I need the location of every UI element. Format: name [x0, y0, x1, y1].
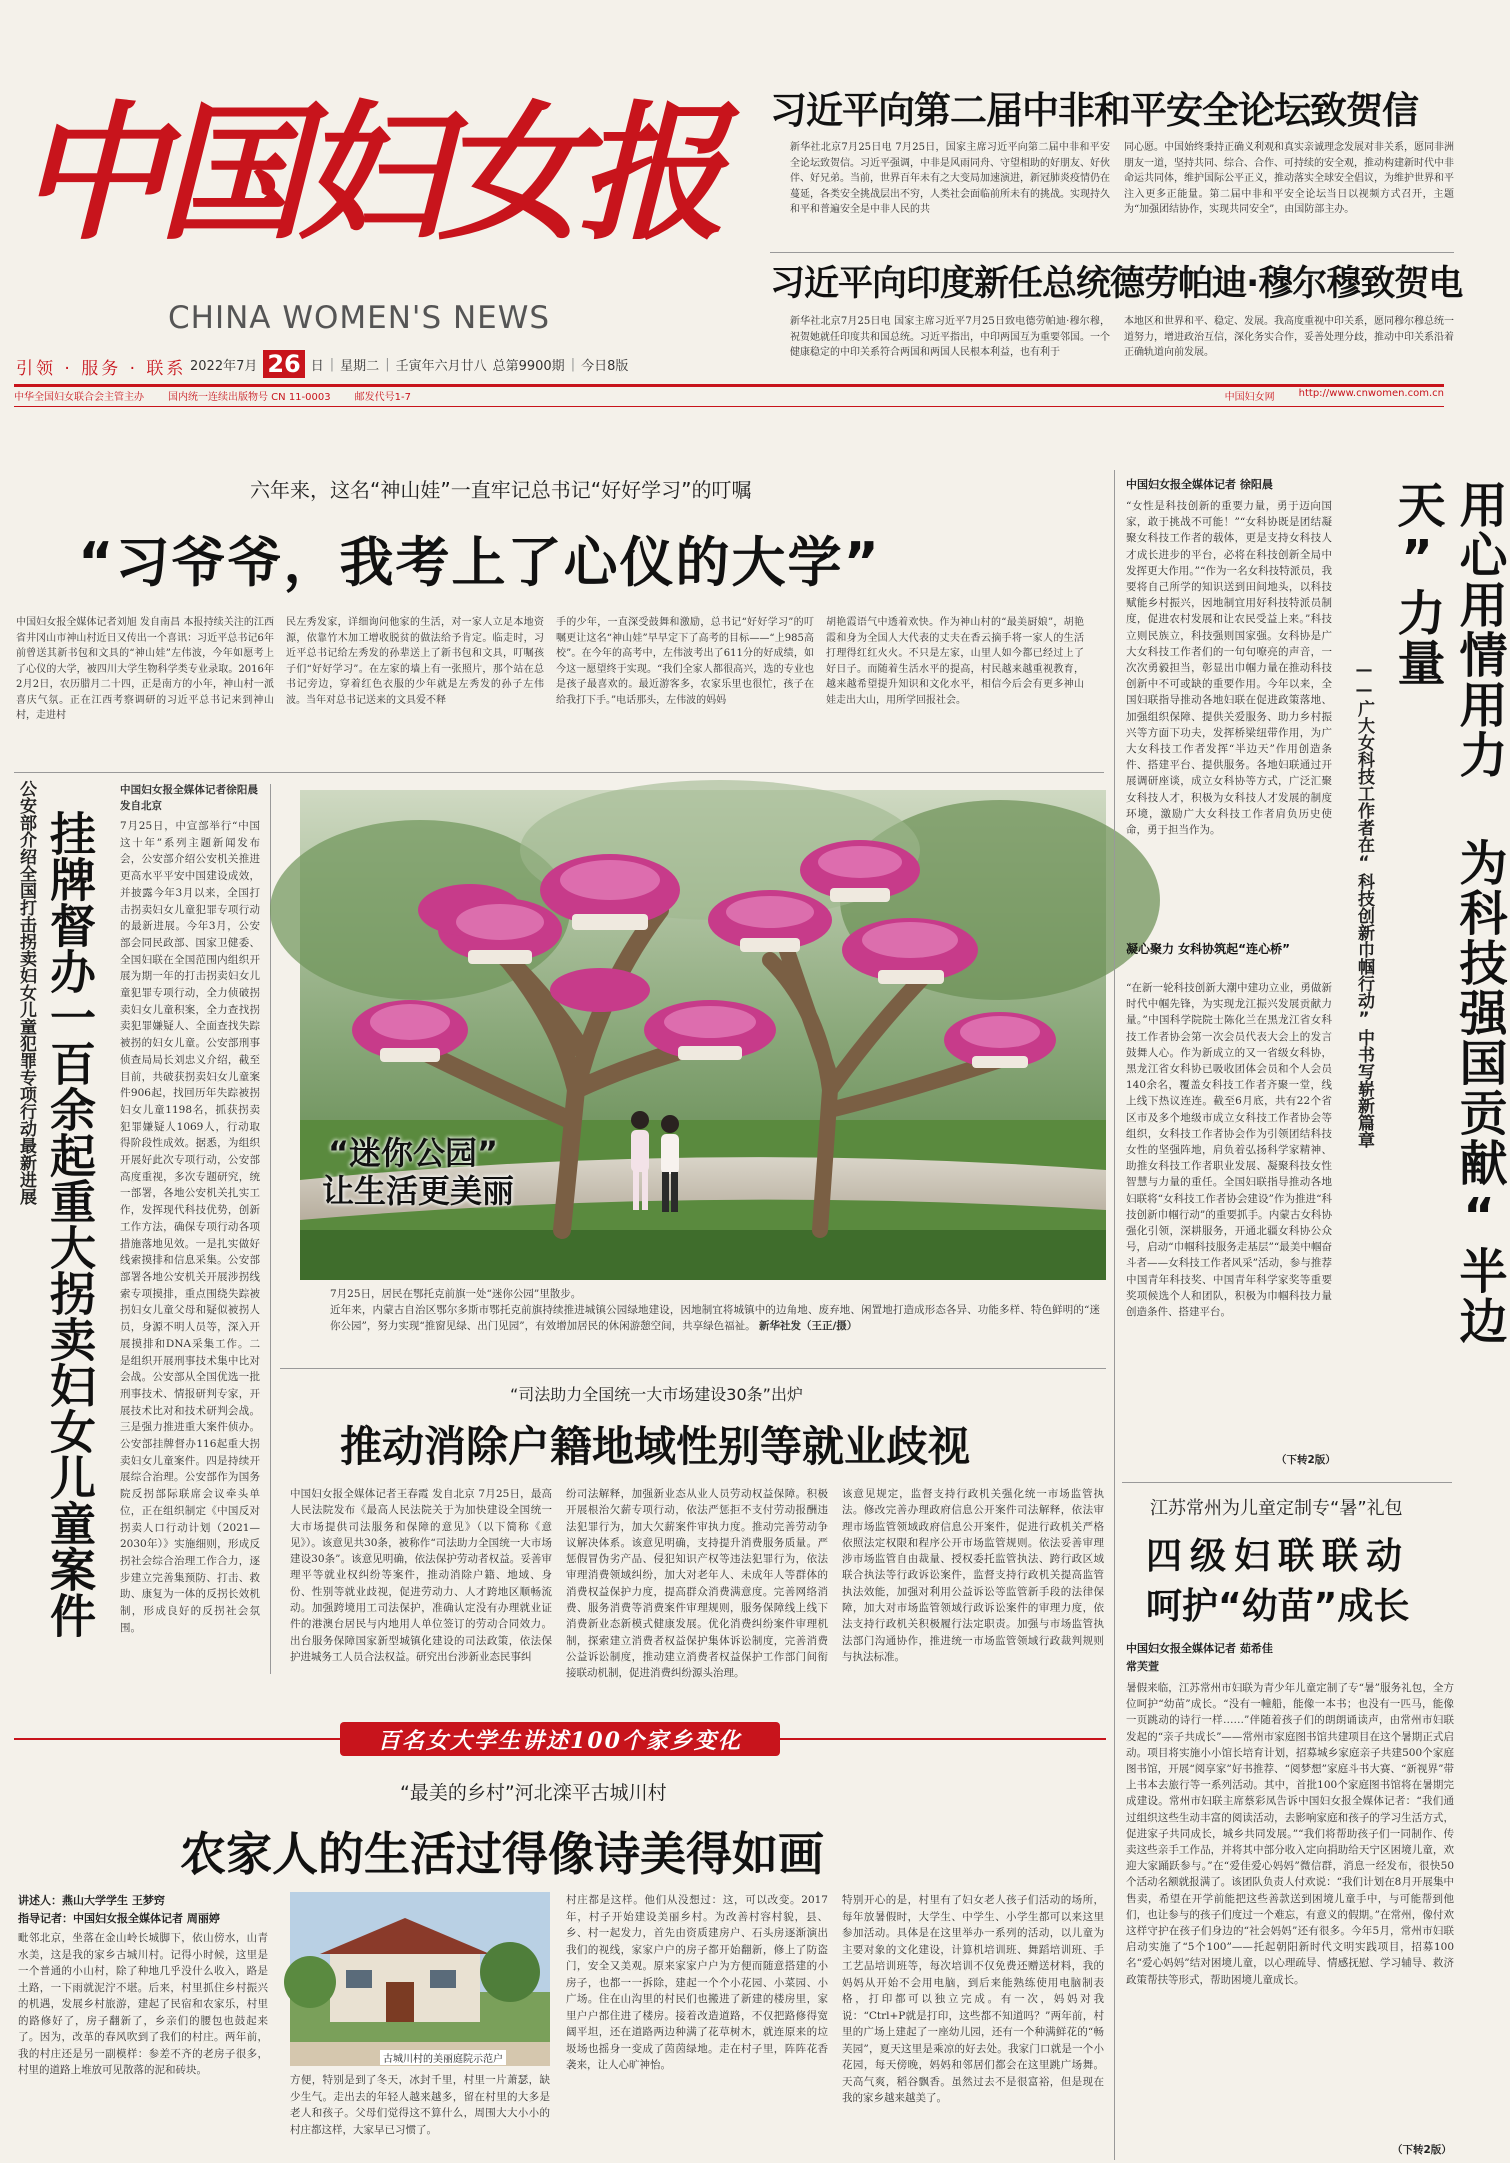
- date-prefix: 2022年7月: [190, 358, 258, 374]
- changzhou-byline-1: 中国妇女报全媒体记者 茹希佳: [1126, 1642, 1273, 1655]
- village-photo-caption: 古城川村的美丽庭院示范户: [380, 2050, 506, 2065]
- banner-rule-right: [780, 1738, 1106, 1740]
- masthead-divider: [14, 384, 1444, 387]
- changzhou-headline-2[interactable]: 呵护“幼苗”成长: [1146, 1586, 1410, 1627]
- changzhou-body: 暑假来临，江苏常州市妇联为青少年儿童定制了专“暑”服务礼包，全方位呵护“幼苗”成长。“没有一幢船，能像一本书；也没有一匹马，能像一页跳动的诗行一样……”伴随着孩子们的朗朗诵读声，由常州市妇联发起的“亲子共成长”——常州市家庭图书馆共建项目在这个暑期正式启动。项目将实施小小馆长培育计划，招募城乡家庭亲子共建500个家庭图书馆，开展“阅享家”好书推荐、“阅梦想”家庭斗书大赛、“新视界”带上书本去旅行等一系列活动。其中，首批100个家庭图书馆将在暑期完成建设。常州市妇联主席蔡彩凤告诉中国妇女报全媒体记者：“我们通过组织这些生动丰富的阅读活动，去影响家庭和孩子的学习生活方式，促进家子共同成长，城乡共同发展。”“我们将帮助孩子们一同制作、传卖这些亲手工作品，并将其中部分收入定向捐助给天宁区困境儿童，欢迎大家踊跃参与。”在“爱佳爱心妈妈”微信群，消息一经发布，很快50个活动名额就报满了。该团队负责人付欢说：“我们计划在8月开展集中售卖，希望在开学前能把这些善款送到困境儿童手中，与可能帮到他们，也让参与的孩子们度过一个难忘，有意义的假期。”在常州，像付欢这样守护在孩子们身边的“社会妈妈”还有很多。今年5月，常州市妇联启动实施了“5个100”——托起朝阳新时代文明实践项目，招募100名“爱心妈妈”结对困境儿童，以心理疏导、情感抚慰、学习辅导、救济政策帮扶等形式，帮助困境儿童成长。: [1126, 1682, 1454, 1986]
- masthead-title: 中国妇女报: [18, 86, 718, 260]
- left-article-headline[interactable]: 挂牌督办一百余起重大拐卖妇女儿童案件: [43, 810, 97, 1638]
- lead-col4: 胡艳霞语气中透着欢快。作为神山村的“最美厨娘”，胡艳霞和身为全国人大代表的丈夫在香云摘手将一家人的生活打理得红红火火。不只是左家，山里人如今都已经过上了好日子。而随着生活水平的提高，村民越来越重视教育，越来越希望提升知识和文化水平，相信今后会有更多神山娃走出大山，用所学回报社会。: [826, 617, 1084, 706]
- masthead-slogan: 引领 · 服务 · 联系: [16, 359, 187, 379]
- masthead-info-bar: [14, 388, 1444, 404]
- lead-col1: 中国妇女报全媒体记者刘旭 发自南昌 本报持续关注的江西省井冈山市神山村近日又传出一个喜讯：习近平总书记6年前曾送其新书包和文具的“神山娃”左伟波，今年如愿考上了心仪的大学，被四川大学生物科学类专业录取。2016年2月2日，农历腊月二十四，正是南方的小年，神山村一派喜庆气氛。正在江西考察调研的习近平总书记来到神山村，走进村: [16, 617, 274, 721]
- changzhou-kicker: 江苏常州为儿童定制专“暑”礼包: [1150, 1498, 1403, 1519]
- banner-rule-left: [14, 1738, 340, 1740]
- issue-number: 总第9900期: [492, 358, 565, 374]
- site-url[interactable]: http://www.cnwomen.com.cn: [1298, 388, 1444, 399]
- employment-col1: 中国妇女报全媒体记者王春霞 发自北京 7月25日，最高人民法院发布《最高人民法院关于为加快建设全国统一大市场提供司法服务和保障的意见》（以下简称《意见》）。该意见共30条，被称作“司法助力全国统一大市场建设30条”。该意见明确，依法保护劳动者权益。妥善审理平等就业权纠纷等案件，推动消除户籍、地域、身份、性别等就业歧视，促进劳动力、人才跨地区顺畅流动。加强跨境用工司法保护，准确认定没有办理就业证件的港澳台居民与内地用人单位签订的劳动合同效力。出台服务保障国家新型城镇化建设的司法政策，依法保护进城务工人员合法权益。研究出台涉新业态民事纠: [290, 1488, 552, 1663]
- village-col2: 方便，特别是到了冬天，冰封千里，村里一片萧瑟，缺少生气。走出去的年轻人越来越多，留在村里的大多是老人和孩子。父母们觉得这不算什么，周围大大小小的村庄都这样，大家早已习惯了。: [290, 2074, 550, 2136]
- village-narrator: 讲述人：燕山大学学生 王梦窍: [18, 1894, 165, 1907]
- top-news-2-col1: 新华社北京7月25日电 国家主席习近平7月25日致电德劳帕迪·穆尔穆，祝贺她就任印度共和国总统。习近平指出，中印两国互为重要邻国。一个健康稳定的中印关系符合两国和两国人民根本利益，也有利于: [790, 316, 1110, 358]
- masthead-english-title: CHINA WOMEN'S NEWS: [168, 300, 551, 336]
- date-day: 26: [263, 350, 304, 378]
- top-news-2-headline[interactable]: 习近平向印度新任总统德劳帕迪·穆尔穆致贺电: [770, 264, 1463, 304]
- village-col3: 村庄都是这样。他们从没想过：这，可以改变。2017年，村子开始建设美丽乡村。为改善村容村貌，县、乡、村一起发力，首先由资质建房户、石头房逐渐演出我们的视线，家家户户的房子都开始翻新，修上了防盗门，安全又美观。原来家家户户为方便而随意搭建的小房子，也都一一拆除，建起一个个小花园、小菜园、小广场。住在山沟里的村民们也搬进了新建的楼房里，家里户户都住进了楼房。接着改造道路，不仅把路修得宽阔平坦，还在道路两边种满了花草树木，就连原来的垃圾场也摇身一变成了茵茵绿地。走在村子里，阵阵花香袭来，让人心旷神怡。: [566, 1894, 828, 2071]
- lead-col2: 民左秀发家，详细询问他家的生活，对一家人立足本地资源，依靠竹木加工增收脱贫的做法给予肯定。临走时，习近平总书记给左秀发的孙辈送上了新书包和文具，叮嘱孩子们“好好学习”。在左家的墙上有一张照片，那个站在总书记旁边，穿着红色衣服的少年就是左秀发的孙子左伟波。当年对总书记送来的文具爱不释: [286, 617, 544, 706]
- village-col1: 毗邻北京，坐落在金山岭长城脚下，依山傍水，山青水美，这是我的家乡古城川村。记得小时候，这里是一个普通的小山村，除了种地几乎没什么收入，路是土路，一下雨就泥泞不堪。后来，村里抓住乡村振兴的机遇，发展乡村旅游，建起了民宿和农家乐，村里的路修好了，房子翻新了，乡亲们的腰包也鼓起来了。因为，改革的春风吹到了我们的村庄。两年前，我的村庄还是另一副模样：参差不齐的老房子很多，村里的道路上堆放可见散落的泥和砖块。: [18, 1932, 268, 2076]
- employment-headline[interactable]: 推动消除户籍地域性别等就业歧视: [340, 1422, 971, 1471]
- changzhou-byline-2: 常芙萱: [1126, 1660, 1159, 1673]
- site-label: 中国妇女网: [1224, 392, 1275, 403]
- science-subhead2: 凝心聚力 女科协筑起“连心桥”: [1126, 942, 1290, 956]
- science-subhead: ——广大女科技工作者在“科技创新巾帼行动”中书写崭新篇章: [1354, 660, 1374, 1148]
- page-count: 今日8版: [581, 358, 629, 374]
- science-headline[interactable]: 用心用情用力 为科技强国贡献“半边天”力量: [1389, 480, 1507, 1346]
- lunar-date: 壬寅年六月廿八: [395, 358, 487, 374]
- photo-overlay-line1: “迷你公园”: [328, 1134, 499, 1172]
- changzhou-headline-1[interactable]: 四级妇联联动: [1146, 1536, 1411, 1577]
- employment-top-rule: [280, 1368, 1106, 1369]
- employment-col3: 该意见规定，监督支持行政机关强化统一市场监管执法。修改完善办理政府信息公开案件司法解释，依法审理市场监管领域政府信息公开案件，促进行政机关严格依照法定权限和程序公开市场监管规则。依法妥善审理涉市场监管自由裁量、授权委托监管执法、跨行政区域联合执法等行政诉讼案件，监督支持行政机关提高监管执法效能，加强对利用公益诉讼等监管新手段的法律保障，加大对市场监管领域行政诉讼案件的审理力度，依法支持行政机关积极履行法定职责。加强与市场监管执法部门沟通协作，推进统一市场监管领域行政裁判规则与执法标准。: [842, 1488, 1104, 1663]
- left-article-subhead: 公安部介绍全国打击拐卖妇女儿童犯罪专项行动最新进展: [16, 780, 36, 1205]
- postal-code: 邮发代号1-7: [354, 392, 411, 403]
- top-news-1-col2: 同心愿。中国始终秉持正确义利观和真实亲诚理念发展对非关系，愿同非洲朋友一道，坚持共同、综合、合作、可持续的安全观，推动构建新时代中非命运共同体，维护国际公平正义，推动落实全球安全倡议，为维护世界和平注入更多正能量。第二届中非和平安全论坛当日以视频方式召开，主题为“加强团结协作，实现共同安全”，由国防部主办。: [1124, 142, 1454, 215]
- village-headline[interactable]: 农家人的生活过得像诗美得如画: [180, 1827, 824, 1881]
- photo-caption-date: 7月25日，居民在鄂托克前旗一处“迷你公园”里散步。: [330, 1288, 582, 1300]
- village-kicker: “最美的乡村”河北滦平古城川村: [400, 1782, 667, 1804]
- issue-info: 2022年7月 26 日 | 星期二 | 壬寅年六月廿八 总第9900期 | 今日8版: [190, 350, 629, 378]
- top-news-1-headline[interactable]: 习近平向第二届中非和平安全论坛致贺信: [770, 89, 1418, 132]
- banner-text: 百名女大学生讲述100个家乡变化: [378, 1727, 742, 1754]
- lead-headline[interactable]: “习爷爷，我考上了心仪的大学”: [78, 531, 881, 594]
- banner: [340, 1722, 780, 1756]
- village-editor: 指导记者：中国妇女报全媒体记者 周丽婷: [18, 1912, 220, 1925]
- science-body1: “女性是科技创新的重要力量，勇于迈向国家，敢于挑战不可能！”“女科协既是团结凝聚女科技工作者的载体，更是支持女科技人才成长进步的平台，必将在科技创新全局中发挥更大作用。”“作为一名女科技特派员，我要将自己所学的知识送到田间地头，以科技赋能乡村振兴，因地制宜用好科技特派员制度，促进农村发展和让农民受益上来。”科技立则民族立，科技强则国家强。女科协是广大女科技工作者们的一句句嘹亮的声音，一次次勇毅担当，彰显出巾帼力量在推动科技创新中不可或缺的重要作用。今年以来，全国妇联指导推动各地妇联在促进政策落地、加强组织保障、提供关爱服务、助力乡村振兴等方面下功夫，发挥桥梁纽带作用，为广大女科技工作者发挥“半边天”作用创造条件、搭建平台、提供服务。各地妇联通过开展调研座谈，成立女科协等方式，广泛汇聚女科技人才，积极为女科技人才发展的制度环境，激励广大女科技工作者肩负历史使命，勇于担当作为。: [1126, 500, 1332, 837]
- photo-caption-body: 近年来，内蒙古自治区鄂尔多斯市鄂托克前旗持续推进城镇公园绿地建设，因地制宜将城镇中的边角地、废弃地、闲置地打造成形态各异、功能多样、特色鲜明的“迷你公园”，努力实现“推窗见绿、出门见园”，有效增加居民的休闲游憩空间，共享绿色福祉。: [330, 1304, 1100, 1332]
- village-col4: 特别开心的是，村里有了妇女老人孩子们活动的场所，每年放暑假时，大学生、中学生、小学生都可以来这里参加活动。具体是在这里举办一系列的活动，以儿童为主要对象的文化建设，计算机培训班、舞蹈培训班、手工艺品培训班等，每次培训不仅免费还赠送材料，我的妈妈从开始不会用电脑，到后来能熟练使用电脑制表格，打印都可以独立完成。有一次，妈妈对我说：“Ctrl+P就是打印，这些都不知道吗？”两年前，村里的广场上建起了一座幼儿园，还有一个种满鲜花的“畅芙园”，夏天这里是乘凉的好去处。我家门口就是一个小花园，每天傍晚，妈妈和邻居们都会在这里跳广场舞。天高气爽，稻谷飘香。虽然过去不是很富裕，但是现在我的家乡越来越美了。: [842, 1894, 1104, 2104]
- village-photo: [290, 1892, 550, 2066]
- lead-bottom-rule: [14, 772, 1104, 773]
- lead-col3: 手的少年，一直深受鼓舞和激励，总书记“好好学习”的叮嘱更让这名“神山娃”早早定下了高考的目标——“上985高校”。在今年的高考中，左伟波考出了611分的好成绩，如今这一愿望终于实现。“我们全家人都很高兴，选的专业也是孩子最喜欢的。最近游客多，农家乐里也很忙，孩子在给我打下手。”电话那头，左伟波的妈妈: [556, 617, 814, 706]
- changzhou-top-rule: [1122, 1482, 1452, 1483]
- employment-kicker: “司法助力全国统一大市场建设30条”出炉: [510, 1385, 803, 1404]
- photo-overlay-title: [322, 1134, 514, 1210]
- left-article-byline: 中国妇女报全媒体记者徐阳晨 发自北京: [120, 784, 258, 812]
- lead-kicker: 六年来，这名“神山娃”一直牢记总书记“好好学习”的叮嘱: [250, 478, 752, 502]
- science-byline: 中国妇女报全媒体记者 徐阳晨: [1126, 478, 1273, 491]
- left-article-body: 7月25日，中宣部举行“中国这十年”系列主题新闻发布会，公安部介绍公安机关推进更高水平平安中国建设成效，并披露今年3月以来，全国打击拐卖妇女儿童犯罪专项行动的最新进展。今年3月，公安部会同民政部、国家卫健委、全国妇联在全国范围内组织开展为期一年的打击拐卖妇女儿童犯罪专项行动，全力侦破拐卖妇女儿童积案，全力查找拐卖犯罪嫌疑人、全面查找失踪被拐的妇女儿童。公安部刑事侦查局局长刘忠义介绍，截至目前，共破获拐卖妇女儿童案件906起，找回历年失踪被拐妇女儿童1198名，抓获拐卖犯罪嫌疑人1069人，行动取得阶段性成效。据悉，为组织开展好此次专项行动，公安部高度重视，多次专题研究，统一部署，各地公安机关扎实工作，发挥现代科技优势，创新工作方法，确保专项行动各项措施落地见效。一是扎实做好线索摸排和信息采集。公安部部署各地公安机关开展涉拐线索专项摸排，重点围绕失踪被拐妇女儿童父母和疑似被拐人员，身源不明人员等，深入开展摸排和DNA采集工作。二是组织开展刑事技术集中比对会战。公安部从全国优选一批刑事技术、情报研判专家，开展技术比对和技术研判会战。三是强力推进重大案件侦办。公安部挂牌督办116起重大拐卖妇女儿童案件。四是持续开展综合治理。公安部作为国务院反拐部际联席会议牵头单位，正在组织制定《中国反对拐卖人口行动计划（2021—2030年）》实施细则，形成反拐社会综合治理工作合力，逐步建立完善集预防、打击、救助、康复为一体的反拐长效机制，形成良好的反拐社会氛围。: [120, 820, 260, 1634]
- photo-credit: 新华社发（王正/摄）: [758, 1320, 858, 1332]
- changzhou-jump: （下转2版）: [1392, 2144, 1452, 2156]
- date-suffix: 日: [310, 358, 324, 374]
- science-body2: “在新一轮科技创新大潮中建功立业，勇做新时代中帼先锋，为实现龙江振兴发展贡献力量。”中国科学院院士陈化兰在黑龙江省女科技工作者协会第一次会员代表大会上的发言鼓舞人心。作为新成立的又一省级女科协，黑龙江省女科协已吸收团体会员和个人会员140余名，覆盖女科技工作者齐聚一堂，线上线下热议连连。截至6月底，共有22个省区市及多个地级市成立女科技工作者协会等组织，女科技工作者协会作为引领团结科技女性的坚强阵地，肩负着弘扬科学家精神、助推女科技工作者职业发展、凝聚科技女性智慧与力量的重任。全国妇联指导推动各地妇联将“女科技工作者协会建设”作为推进“科技创新巾帼行动”的重要抓手。内蒙古女科协强化引领，深耕服务，开通北疆女科协公众号，启动“巾帼科技服务走基层”“最美中帼奋斗者——女科技工作者风采”活动，参与推荐中国青年科技奖、中国青年科学家奖等重要奖项候选个人和团队，积极为巾帼科技力量创造条件、搭建平台。: [1126, 982, 1332, 1319]
- masthead-divider-bottom: [14, 406, 1444, 407]
- employment-col2: 纷司法解释，加强新业态从业人员劳动权益保障。积极开展根治欠薪专项行动，依法严惩拒不支付劳动报酬违法犯罪行为，加大欠薪案件审执力度。推动完善劳动争议解决体系。该意见明确，支持提升消费服务质量。严惩假冒伪劣产品、侵犯知识产权等违法犯罪行为，依法审理消费领域纠纷，加大对老年人、未成年人等群体的消费权益保护力度，提高群众消费满意度。完善网络消费、服务消费等消费案件审理规则，服务保障线上线下消费新业态新模式健康发展。优化消费纠纷案件审理机制，探索建立消费者权益保护集体诉讼制度，完善消费公益诉讼制度，推动建立消费者权益保护工作部门间衔接联动机制，促进消费纠纷源头治理。: [566, 1488, 828, 1680]
- sponsor: 中华全国妇女联合会主管主办: [14, 392, 144, 403]
- top-news-separator: [770, 252, 1454, 253]
- photo-caption: [330, 1286, 1100, 1334]
- right-column-divider: [1114, 470, 1115, 2160]
- cn-number: 国内统一连续出版物号 CN 11-0003: [168, 392, 331, 403]
- top-news-1-col1: 新华社北京7月25日电 7月25日，国家主席习近平向第二届中非和平安全论坛致贺信。习近平强调，中非是风雨同舟、守望相助的好朋友、好伙伴、好兄弟。当前，世界百年未有之大变局加速演进，新冠肺炎疫情仍在蔓延，各类安全挑战层出不穷，人类社会面临前所未有的挑战。实现持久和平和普遍安全是中非人民的共: [790, 142, 1110, 215]
- weekday: 星期二: [340, 358, 380, 374]
- science-jump: （下转2版）: [1276, 1454, 1336, 1466]
- photo-overlay-line2: 让生活更美丽: [322, 1172, 515, 1210]
- top-news-2-col2: 本地区和世界和平、稳定、发展。我高度重视中印关系，愿同穆尔穆总统一道努力，增进政治互信，深化务实合作，妥善处理分歧，推动中印关系沿着正确轨道向前发展。: [1124, 316, 1454, 358]
